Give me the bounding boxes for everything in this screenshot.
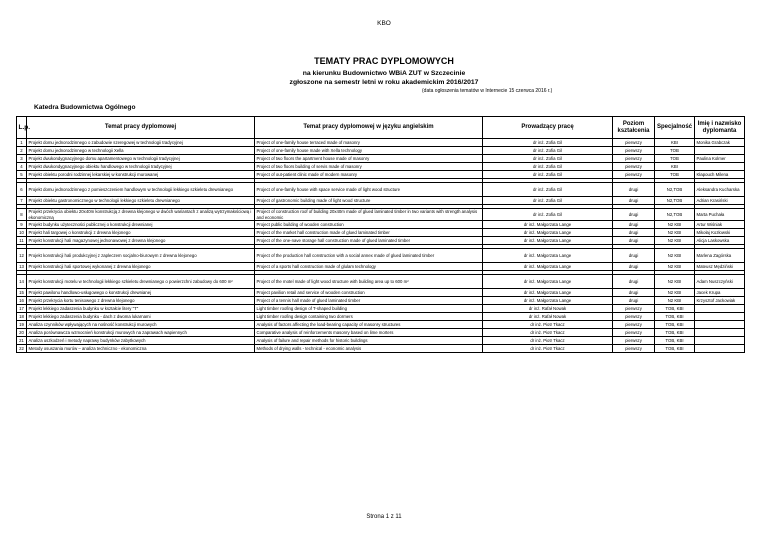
cell-topic-pl: Projekt pawilonu handlowo-usługowego o konstrukcji drewnianej	[27, 289, 255, 297]
cell-lp: 2	[17, 147, 27, 155]
cell-specialty: N2,TOB	[655, 197, 695, 205]
cell-topic-pl: Projekt domu jednorodzinnego o zabudowie szeregowej w technologii tradycyjnej	[27, 139, 255, 147]
cell-lp: 1	[17, 139, 27, 147]
cell-supervisor: dr inż. Zofia Gil	[483, 197, 613, 205]
cell-level: pierwszy	[613, 147, 655, 155]
cell-level: drugi	[613, 183, 655, 197]
cell-topic-en: Comparative analysis of reinforcements masonry based on lime morters	[255, 329, 483, 337]
cell-lp: 7	[17, 197, 27, 205]
cell-lp: 18	[17, 313, 27, 321]
table-row	[17, 197, 745, 205]
cell-specialty: KBI	[655, 163, 695, 171]
cell-supervisor: dr inż. Zofia Gil	[483, 171, 613, 179]
cell-supervisor: dr inż. Zofia Gil	[483, 147, 613, 155]
cell-topic-en: Light timber roofing design containing two dormers	[255, 313, 483, 321]
cell-specialty: TOB, KBI	[655, 321, 695, 329]
cell-topic-pl: Projekt hali targowej o konstrukcji z drewna klejonego	[27, 229, 255, 237]
cell-topic-en: Project public building of wooden construction	[255, 221, 483, 229]
cell-topic-en: Project of the motel made of light wood structure with building area up to 600 m²	[255, 275, 483, 289]
cell-specialty: N2 KBI	[655, 221, 695, 229]
table-row	[17, 139, 745, 147]
cell-level: drugi	[613, 209, 655, 221]
cell-lp: 3	[17, 155, 27, 163]
table-row	[17, 171, 745, 179]
cell-supervisor: dr inż. Małgorzata Lange	[483, 237, 613, 245]
cell-student: Marlena Zagórska	[695, 249, 745, 263]
table-row	[17, 275, 745, 289]
cell-specialty: TOB, KBI	[655, 337, 695, 345]
cell-supervisor: dr inż. Zofia Gil	[483, 209, 613, 221]
cell-specialty: KBI	[655, 139, 695, 147]
cell-level: pierwszy	[613, 321, 655, 329]
cell-topic-en: Analysis of failure and repair methods for historic buildings	[255, 337, 483, 345]
table-row	[17, 155, 745, 163]
table-row	[17, 289, 745, 297]
cell-topic-en: Analysis of factors affecting the load-bearing capacity of masonry structures	[255, 321, 483, 329]
table-row	[17, 313, 745, 321]
header-code: KBO	[377, 20, 391, 27]
table-row	[17, 221, 745, 229]
cell-topic-pl: Analiza porównawcza wzmocnień konstrukcji murowych na zaprawach wapiennych	[27, 329, 255, 337]
col-header-topic-en: Temat pracy dyplomowej w języku angielskim	[255, 117, 483, 139]
cell-lp: 21	[17, 337, 27, 345]
cell-topic-pl: Projekt dwukondygnacyjnego domu apartamentowego w technologii tradycyjnej	[27, 155, 255, 163]
cell-supervisor: dr inż. Piotr Tkacz	[483, 321, 613, 329]
cell-topic-pl: Projekt obiektu porodni rodzinnej lekarskiej w konstrukcji murowanej	[27, 171, 255, 179]
cell-supervisor: dr inż. Zofia Gil	[483, 163, 613, 171]
cell-topic-en: Project pavilion retail and service of wooden construction	[255, 289, 483, 297]
col-header-topic-pl: Temat pracy dyplomowej	[27, 117, 255, 139]
table-row	[17, 249, 745, 263]
cell-topic-pl: Projekt lekkiego zadaszenia budynku - dach z dwoma lukarnami	[27, 313, 255, 321]
cell-specialty: TOB, KBI	[655, 305, 695, 313]
cell-level: drugi	[613, 249, 655, 263]
cell-topic-en: Project of a sports hall construction made of glulam technology	[255, 263, 483, 271]
cell-student	[695, 313, 745, 321]
table-row	[17, 209, 745, 221]
cell-topic-pl: Projekt konstrukcji hali sportowej wykonanej z drewna klejonego	[27, 263, 255, 271]
cell-specialty: TOB	[655, 147, 695, 155]
cell-specialty: TOB, KBI	[655, 313, 695, 321]
cell-level: pierwszy	[613, 337, 655, 345]
cell-level: drugi	[613, 297, 655, 305]
page-title: TEMATY PRAC DYPLOMOWYCH	[314, 56, 454, 66]
cell-level: pierwszy	[613, 305, 655, 313]
table-body	[17, 139, 745, 353]
cell-level: drugi	[613, 221, 655, 229]
cell-lp: 13	[17, 263, 27, 271]
cell-topic-en: Project of out-patient clinic made of modern masonry	[255, 171, 483, 179]
cell-topic-en: Project of two floors building of servis made of masonry	[255, 163, 483, 171]
subtitle-program: na kierunku Budownictwo WBiA ZUT w Szczecinie	[302, 70, 466, 77]
cell-topic-en: Methods of drying walls - technical - economic analysis	[255, 345, 483, 353]
table-row	[17, 345, 745, 353]
cell-student	[695, 345, 745, 353]
cell-topic-en: Project of one-family house with space service made of light wood structure	[255, 183, 483, 197]
cell-lp: 17	[17, 305, 27, 313]
cell-topic-en: Project of the market hall construction made of glued laminated timber	[255, 229, 483, 237]
cell-specialty: N2 KBI	[655, 229, 695, 237]
cell-supervisor: dr inż. Małgorzata Lange	[483, 249, 613, 263]
cell-lp: 20	[17, 329, 27, 337]
cell-level: pierwszy	[613, 155, 655, 163]
cell-student: Adrian Krasiński	[695, 197, 745, 205]
cell-student	[695, 329, 745, 337]
table-row	[17, 237, 745, 245]
cell-level: drugi	[613, 263, 655, 271]
col-header-lp: L.p.	[17, 117, 27, 139]
cell-lp: 11	[17, 237, 27, 245]
cell-specialty: N2 KBI	[655, 263, 695, 271]
table-row	[17, 329, 745, 337]
cell-topic-en: Project of one-family house terraced made of masonry	[255, 139, 483, 147]
cell-specialty: N2 KBI	[655, 289, 695, 297]
cell-lp: 5	[17, 171, 27, 179]
department-name: Katedra Budownictwa Ogólnego	[34, 104, 136, 111]
cell-lp: 15	[17, 289, 27, 297]
cell-level: drugi	[613, 237, 655, 245]
cell-lp: 19	[17, 321, 27, 329]
cell-topic-en: Project of two floors the apartment house made of masonry	[255, 155, 483, 163]
cell-supervisor: dr inż. Piotr Tkacz	[483, 345, 613, 353]
cell-topic-pl: Projekt budynku użyteczności publicznej o konstrukcji drewnianej	[27, 221, 255, 229]
cell-topic-pl: Metody osuszania murów – analiza techniczno - ekonomiczna	[27, 345, 255, 353]
cell-student: Jacek Krupa	[695, 289, 745, 297]
cell-specialty: N2 KBI	[655, 237, 695, 245]
cell-topic-pl: Projekt przekrycia kortu tenisowego z drewna klejonego	[27, 297, 255, 305]
cell-lp: 6	[17, 183, 27, 197]
cell-supervisor: dr inż. Piotr Tkacz	[483, 337, 613, 345]
table-row	[17, 263, 745, 271]
cell-level: drugi	[613, 229, 655, 237]
cell-specialty: TOB	[655, 171, 695, 179]
cell-level: pierwszy	[613, 171, 655, 179]
cell-specialty: N2 KBI	[655, 249, 695, 263]
cell-lp: 9	[17, 221, 27, 229]
cell-supervisor: dr inż. Małgorzata Lange	[483, 221, 613, 229]
announce-date: (data ogłoszenia tematów w Internecie 15 czerwca 2016 r.)	[422, 88, 553, 94]
cell-specialty: TOB, KBI	[655, 345, 695, 353]
cell-supervisor: dr inż. Małgorzata Lange	[483, 275, 613, 289]
cell-topic-en: Project of the production hall construction with a social annex made of glued laminated timber	[255, 249, 483, 263]
col-header-level: Poziom kształcenia	[613, 117, 655, 139]
cell-supervisor: dr inż. Rafał Nowak	[483, 313, 613, 321]
cell-topic-pl: Analiza czynników wpływających na nośność konstrukcji murowych	[27, 321, 255, 329]
cell-supervisor: dr inż. Zofia Gil	[483, 139, 613, 147]
cell-student: Mikołaj Kozłowski	[695, 229, 745, 237]
cell-specialty: TOB	[655, 155, 695, 163]
cell-supervisor: dr inż. Małgorzata Lange	[483, 297, 613, 305]
table-row	[17, 183, 745, 197]
table-row	[17, 305, 745, 313]
cell-topic-en: Project of the one-nave storage hall construction made of glued laminated timber	[255, 237, 483, 245]
col-header-specialty: Specjalność	[655, 117, 695, 139]
cell-student	[695, 305, 745, 313]
table-row	[17, 297, 745, 305]
subtitle-semester: zgłoszone na semestr letni w roku akademickim 2016/2017	[289, 79, 479, 86]
table-row	[17, 321, 745, 329]
cell-supervisor: dr inż. Małgorzata Lange	[483, 289, 613, 297]
cell-supervisor: dr inż. Piotr Tkacz	[483, 329, 613, 337]
cell-student: Artur Wiśniak	[695, 221, 745, 229]
col-header-student: Imię i nazwisko dyplomanta	[695, 117, 745, 139]
cell-specialty: N2,TOB	[655, 183, 695, 197]
cell-student: Monika Grabczak	[695, 139, 745, 147]
topics-table	[16, 116, 745, 353]
cell-topic-pl: Projekt konstrukcji hali magazynowej jednonawowej z drewna klejonego	[27, 237, 255, 245]
table-row	[17, 229, 745, 237]
cell-student	[695, 163, 745, 171]
cell-supervisor: dr inż. Małgorzata Lange	[483, 229, 613, 237]
cell-topic-pl: Analiza uszkodzeń i metody naprawy budynków zabytkowych	[27, 337, 255, 345]
cell-level: pierwszy	[613, 163, 655, 171]
cell-specialty: N2 KBI	[655, 275, 695, 289]
cell-supervisor: dr inż. Zofia Gil	[483, 155, 613, 163]
cell-topic-en: Project of gastronomic building made of light wood structure	[255, 197, 483, 205]
cell-topic-pl: Projekt dwukondygnacyjnego obiektu handlowego w technologii tradycyjnej	[27, 163, 255, 171]
cell-student: Krzysztof Jackowiak	[695, 297, 745, 305]
cell-lp: 16	[17, 297, 27, 305]
table-row	[17, 163, 745, 171]
cell-student: Marta Puchała	[695, 209, 745, 221]
page-number: Strona 1 z 11	[366, 514, 402, 520]
cell-specialty: N2 KBI	[655, 297, 695, 305]
cell-lp: 12	[17, 249, 27, 263]
cell-lp: 8	[17, 209, 27, 221]
table-header-row	[17, 117, 745, 139]
table-row	[17, 337, 745, 345]
cell-level: pierwszy	[613, 329, 655, 337]
cell-level: pierwszy	[613, 345, 655, 353]
cell-lp: 22	[17, 345, 27, 353]
cell-student: Mateusz Mędziński	[695, 263, 745, 271]
cell-student	[695, 337, 745, 345]
cell-topic-en: Light timber roofing design of T-shaped building	[255, 305, 483, 313]
cell-topic-pl: Projekt konstrukcji motelu w technologii lekkiego szkieletu drewnianego o powierzchni zabudowy do 600 m²	[27, 275, 255, 289]
cell-student: Adam Nuszczyński	[695, 275, 745, 289]
cell-topic-pl: Projekt lekkiego zadaszenia budynku w kształcie litery "T"	[27, 305, 255, 313]
cell-level: drugi	[613, 197, 655, 205]
cell-student: Kłapouch Milena	[695, 171, 745, 179]
cell-student: Paulina Kolmer	[695, 155, 745, 163]
cell-student	[695, 147, 745, 155]
cell-topic-en: Project of one-family house made with Xella technology	[255, 147, 483, 155]
cell-topic-pl: Projekt przekrycia obiektu 20x40m konstrukcją z drewna klejonego w dwóch wariantach z analizą wytrzymałościową i ekonomiczną	[27, 209, 255, 221]
cell-lp: 4	[17, 163, 27, 171]
cell-level: pierwszy	[613, 313, 655, 321]
cell-student: Aleksandra Kucharska	[695, 183, 745, 197]
cell-topic-pl: Projekt obiektu gastronomicznego w technologii lekkiego szkieletu drewnianego	[27, 197, 255, 205]
cell-topic-pl: Projekt domu jednorodzinnego w technologii Xella	[27, 147, 255, 155]
cell-level: pierwszy	[613, 139, 655, 147]
cell-student: Alicja Laskowska	[695, 237, 745, 245]
col-header-supervisor: Prowadzący pracę	[483, 117, 613, 139]
cell-level: drugi	[613, 289, 655, 297]
cell-student	[695, 321, 745, 329]
cell-topic-pl: Projekt domu jednorodzinnego z pomieszczeniem handlowym w technologii lekkiego szkieletu drewnianego	[27, 183, 255, 197]
cell-lp: 10	[17, 229, 27, 237]
cell-topic-en: Project of a tennis hall made of glued laminated timber	[255, 297, 483, 305]
cell-supervisor: dr inż. Zofia Gil	[483, 183, 613, 197]
cell-lp: 14	[17, 275, 27, 289]
cell-specialty: TOB, KBI	[655, 329, 695, 337]
table-row	[17, 147, 745, 155]
cell-level: drugi	[613, 275, 655, 289]
cell-specialty: N2,TOB	[655, 209, 695, 221]
cell-supervisor: dr inż. Małgorzata Lange	[483, 263, 613, 271]
cell-supervisor: dr inż. Rafał Nowak	[483, 305, 613, 313]
cell-topic-pl: Projekt konstrukcji hali produkcyjnej z zapleczem socjalno-biurowym z drewna klejonego	[27, 249, 255, 263]
cell-topic-en: Project of construction roof of building 20x40m made of glued laminated timber in two variants with strength analysis and economic	[255, 209, 483, 221]
